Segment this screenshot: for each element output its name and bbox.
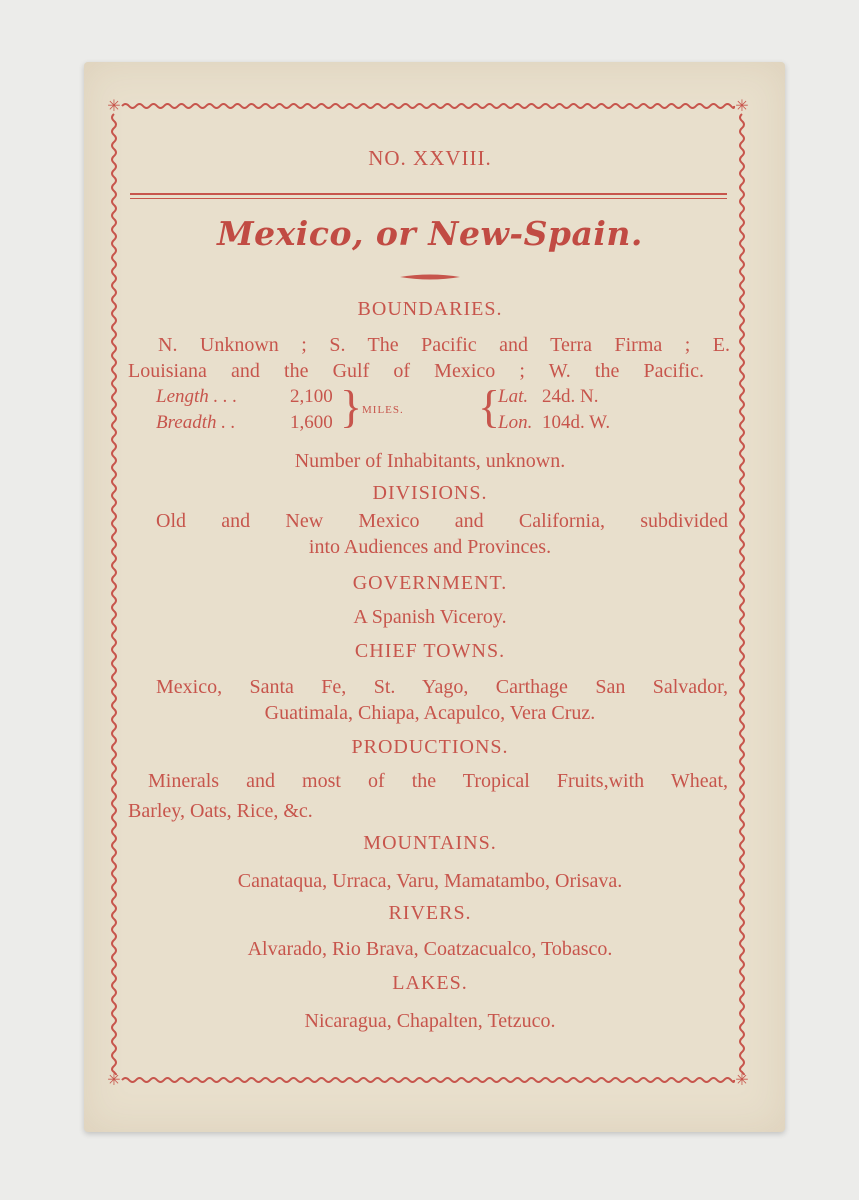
boundaries-line-2: Louisiana and the Gulf of Mexico ; W. the Pacific. xyxy=(128,360,704,382)
top-rule xyxy=(130,193,727,195)
dimensions-block xyxy=(150,381,710,436)
length-label: Length . . . xyxy=(156,386,238,407)
card-title: Mexico, or New-Spain. xyxy=(217,214,643,253)
corner-star-icon: ✳ xyxy=(735,1072,749,1089)
card-number: NO. XXVIII. xyxy=(368,146,492,170)
corner-star-icon: ✳ xyxy=(735,98,749,115)
mountains-heading: MOUNTAINS. xyxy=(363,832,497,854)
productions-line-2: Barley, Oats, Rice, &c. xyxy=(128,800,313,822)
government-text: A Spanish Viceroy. xyxy=(353,606,507,628)
rivers-heading: RIVERS. xyxy=(388,902,472,924)
boundaries-heading: BOUNDARIES. xyxy=(357,298,503,320)
boundaries-line-1: N. Unknown ; S. The Pacific and Terra Firma ; E. xyxy=(158,334,730,356)
breadth-value: 1,600 xyxy=(290,412,333,433)
government-heading: GOVERNMENT. xyxy=(352,572,508,594)
chief-towns-heading: CHIEF TOWNS. xyxy=(354,640,506,662)
right-brace: } xyxy=(340,381,363,432)
miles-label: MILES. xyxy=(362,404,404,416)
rivers-text: Alvarado, Rio Brava, Coatzacualco, Tobasco. xyxy=(247,938,613,960)
title-ornament xyxy=(398,272,462,282)
border-right xyxy=(740,114,744,1074)
inhabitants-text: Number of Inhabitants, unknown. xyxy=(294,450,566,472)
chief-towns-line-2: Guatimala, Chiapa, Acapulco, Vera Cruz. xyxy=(264,702,596,724)
top-rule-thin xyxy=(130,198,727,199)
mountains-text: Canataqua, Urraca, Varu, Mamatambo, Orisava. xyxy=(237,870,623,892)
lon-label: Lon. xyxy=(498,412,533,433)
lakes-heading: LAKES. xyxy=(392,972,468,994)
lat-value: 24d. N. xyxy=(542,386,599,407)
left-brace: { xyxy=(478,381,501,432)
lat-label: Lat. xyxy=(498,386,529,407)
border-top xyxy=(122,104,734,108)
productions-heading: PRODUCTIONS. xyxy=(351,736,509,758)
corner-star-icon: ✳ xyxy=(107,1072,121,1089)
corner-star-icon: ✳ xyxy=(107,98,121,115)
divisions-line-2: into Audiences and Provinces. xyxy=(308,536,552,558)
border-bottom xyxy=(122,1078,734,1082)
divisions-heading: DIVISIONS. xyxy=(372,482,488,504)
border-left xyxy=(112,114,116,1074)
lakes-text: Nicaragua, Chapalten, Tetzuco. xyxy=(304,1010,556,1032)
length-value: 2,100 xyxy=(290,386,333,407)
productions-line-1: Minerals and most of the Tropical Fruits,with Wheat, xyxy=(148,770,728,792)
breadth-label: Breadth . . xyxy=(156,412,236,433)
lon-value: 104d. W. xyxy=(542,412,611,433)
divisions-line-1: Old and New Mexico and California, subdivided xyxy=(156,510,728,532)
chief-towns-line-1: Mexico, Santa Fe, St. Yago, Carthage San Salvador, xyxy=(156,676,728,698)
